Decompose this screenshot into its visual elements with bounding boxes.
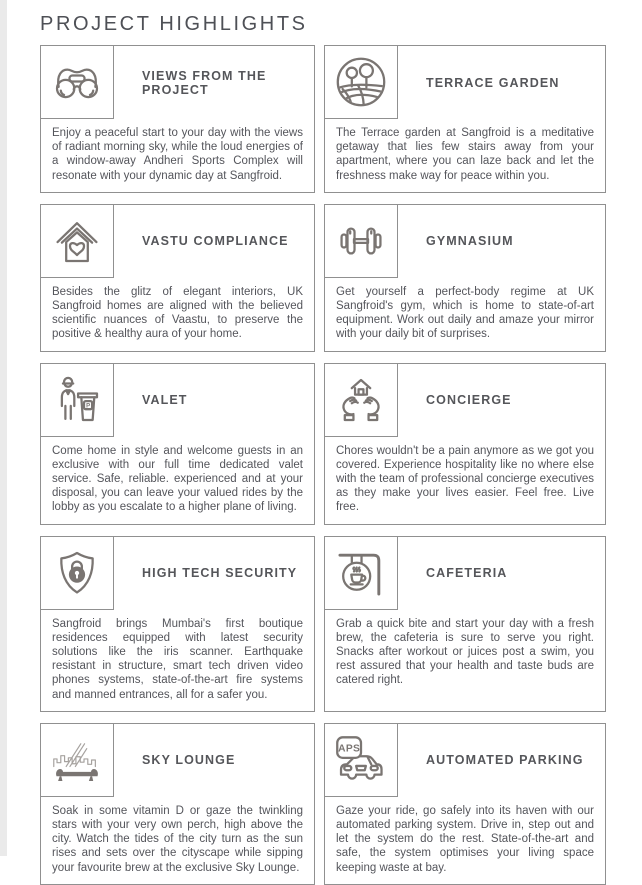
card-sky-lounge bbox=[40, 723, 315, 885]
page-edge-strip bbox=[0, 0, 7, 856]
card-description: Besides the glitz of elegant interiors, UK Sangfroid homes are aligned with the believed scientific nuances of Vaastu, to preserve the positive & healthy aura of your home. bbox=[52, 285, 303, 341]
card-title: AUTOMATED PARKING bbox=[426, 753, 584, 768]
card-title: CONCIERGE bbox=[426, 393, 512, 408]
card-title: VIEWS FROM THE PROJECT bbox=[142, 68, 267, 97]
svg-text:P: P bbox=[86, 403, 91, 410]
card-description: The Terrace garden at Sangfroid is a meditative getaway that lies few stairs away from your apartment, where you can laze back and let the freshness make way for peace within you. bbox=[336, 127, 594, 182]
valet-icon bbox=[41, 364, 114, 437]
card-terrace-garden bbox=[324, 45, 606, 193]
card-title: TERRACE GARDEN bbox=[426, 75, 560, 90]
card-concierge bbox=[324, 363, 606, 525]
card-description: Come home in style and welcome guests in an exclusive with our full time dedicated valet service. Safe, reliable. experienced and at your disposal, you can leave your valued rides by the lobby as you escalate to a higher plane of living. bbox=[52, 444, 303, 514]
card-cafeteria bbox=[324, 536, 606, 712]
card-header bbox=[325, 724, 605, 797]
card-header bbox=[41, 46, 314, 119]
card-views-from-the-project bbox=[40, 45, 315, 193]
card-valet bbox=[40, 363, 315, 525]
card-description: Chores wouldn't be a pain anymore as we got you covered. Experience hospitality like no where else with the team of professional concierge executives as they make your lives easier. Feel free. Live free. bbox=[336, 444, 594, 514]
card-header bbox=[41, 724, 314, 797]
card-title: CAFETERIA bbox=[426, 566, 508, 581]
binoculars-icon bbox=[41, 46, 114, 119]
card-description: Sangfroid brings Mumbai's first boutique residences equipped with latest security solutions like the iris scanner. Earthquake resistant in structure, smart tech driven video phones systems, state-of-the-art fire systems and manned entrances, all for a safer you. bbox=[52, 617, 303, 701]
card-header bbox=[41, 537, 314, 610]
card-high-tech-security bbox=[40, 536, 315, 712]
card-title: VASTU COMPLIANCE bbox=[142, 234, 289, 249]
concierge-hands-house-icon bbox=[325, 364, 398, 437]
card-title: SKY LOUNGE bbox=[142, 753, 236, 768]
card-gymnasium bbox=[324, 204, 606, 352]
card-header bbox=[325, 205, 605, 278]
card-header bbox=[41, 205, 314, 278]
card-description: Enjoy a peaceful start to your day with the views of radiant morning sky, while the loud energies of a window-away Andheri Sports Complex will resonate with your dynamic day at Sangfroid. bbox=[52, 127, 303, 182]
card-description: Soak in some vitamin D or gaze the twinkling stars with your very own perch, high above the city. Watch the tides of the city turn as the sun rises and sets over the cityscape while sipping your favourite brew at the exclusive Sky Lounge. bbox=[52, 804, 303, 874]
card-automated-parking bbox=[324, 723, 606, 885]
svg-text:APS: APS bbox=[338, 743, 361, 755]
card-description: Gaze your ride, go safely into its haven with our automated parking system. Drive in, step out and let the system do the rest. State-of-the-art and safe, the system optimises your living space keeping waste at bay. bbox=[336, 804, 594, 874]
card-header bbox=[325, 364, 605, 437]
house-heart-icon bbox=[41, 205, 114, 278]
page-content bbox=[40, 13, 606, 885]
terrace-garden-icon bbox=[325, 46, 398, 119]
card-header bbox=[325, 537, 605, 610]
card-title: HIGH TECH SECURITY bbox=[142, 566, 298, 581]
shield-lock-icon bbox=[41, 537, 114, 610]
card-header bbox=[41, 364, 314, 437]
dumbbell-icon bbox=[325, 205, 398, 278]
card-header bbox=[325, 46, 605, 119]
card-title: VALET bbox=[142, 393, 188, 408]
page-title: PROJECT HIGHLIGHTS bbox=[40, 13, 308, 35]
sky-lounge-icon bbox=[41, 724, 114, 797]
card-title: GYMNASIUM bbox=[426, 234, 514, 249]
card-description: Get yourself a perfect-body regime at UK Sangfroid's gym, which is home to state-of-art equipment. Work out daily and amaze your mirror with your daily bit of surprises. bbox=[336, 285, 594, 341]
automated-parking-icon bbox=[325, 724, 398, 797]
card-description: Grab a quick bite and start your day with a fresh brew, the cafeteria is sure to serve you right. Snacks after workout or juices post a swim, you rest assured that your health and taste buds are catered right. bbox=[336, 617, 594, 687]
card-vastu-compliance bbox=[40, 204, 315, 352]
cafe-sign-icon bbox=[325, 537, 398, 610]
highlights-grid bbox=[40, 45, 606, 885]
